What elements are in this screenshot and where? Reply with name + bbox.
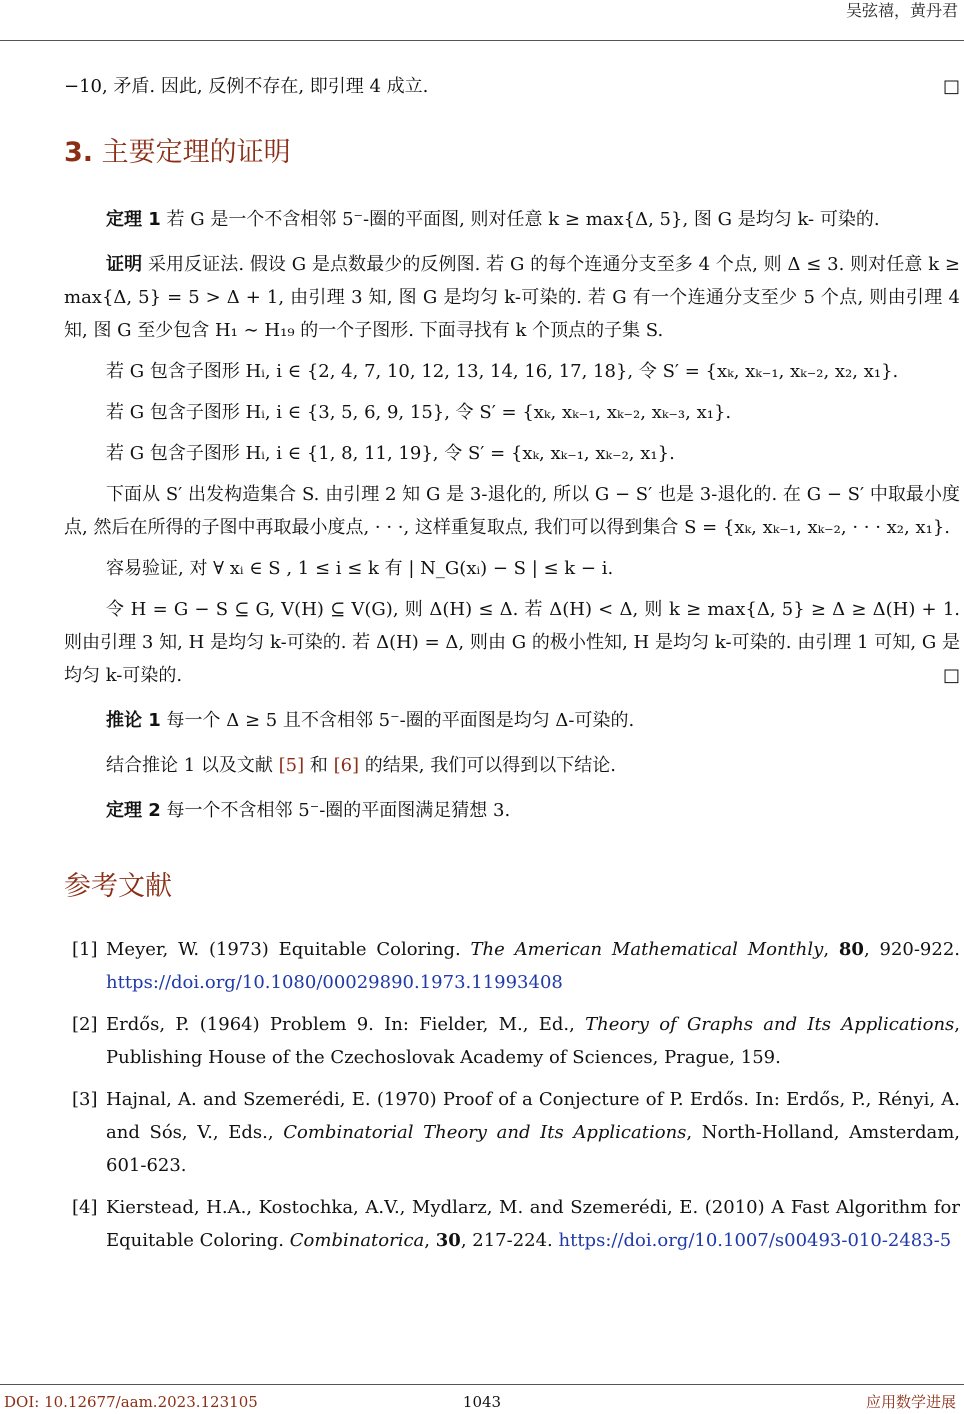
section-heading xyxy=(64,133,960,173)
proof-case-1: 若 G 包含子图形 Hᵢ, i ∈ {2, 4, 7, 10, 12, 13, 14, 16, 17, 18}, 令 S′ = {xₖ, xₖ₋₁, xₖ₋₂, x₂, x₁}. xyxy=(106,361,899,382)
theorem-1-text: 若 G 是一个不含相邻 5⁻-圈的平面图, 则对任意 k ≥ max{Δ, 5}, 图 G 是均匀 k- 可染的. xyxy=(166,209,880,230)
reference-item xyxy=(64,933,960,999)
footer-rule xyxy=(0,1384,964,1385)
proof-paragraph-2: 下面从 S′ 出发构造集合 S. 由引理 2 知 G 是 3-退化的, 所以 G − S′ 也是 3-退化的. 在 G − S′ 中取最小度点, 然后在所得的子图中再取最小度点, · · ·, 这样重复取点, 我们可以得到集合 S = {xₖ, xₖ₋₁, xₖ₋₂, · · · x₂, x₁}. xyxy=(64,484,960,538)
header-rule xyxy=(0,40,964,41)
citation-link-5[interactable]: [5] xyxy=(278,755,305,776)
citation-link-6[interactable]: [6] xyxy=(333,755,360,776)
previous-proof-ending xyxy=(64,70,960,103)
reference-journal: Combinatorica xyxy=(289,1230,425,1251)
section-number: 3. xyxy=(64,137,94,168)
proof-paragraph-1 xyxy=(64,248,960,347)
reference-text: , 217-224. xyxy=(460,1230,559,1251)
reference-item xyxy=(64,1008,960,1074)
section-title: 主要定理的证明 xyxy=(101,137,291,168)
reference-list xyxy=(64,933,960,1257)
proof-label: 证明 xyxy=(106,254,143,275)
proof-paragraph-3: 容易验证, 对 ∀ xᵢ ∈ S , 1 ≤ i ≤ k 有 | N_G(xᵢ) − S | ≤ k − i. xyxy=(106,558,614,579)
qed-symbol-proof: □ xyxy=(942,665,960,686)
reference-volume: 80 xyxy=(838,939,864,960)
reference-text: , North-Holland, Amsterdam, 601-623. xyxy=(106,1122,960,1176)
running-header-authors: 吴弦禧，黄丹君 xyxy=(845,1,958,20)
page-content xyxy=(64,70,960,1257)
footer-doi[interactable]: DOI: 10.12677/aam.2023.123105 xyxy=(4,1393,258,1411)
theorem-2 xyxy=(64,794,960,827)
reference-text: Erdős, P. (1964) Problem 9. In: Fielder, M., Ed., xyxy=(106,1014,586,1035)
reference-number: [1] xyxy=(72,939,98,960)
reference-doi-link[interactable]: https://doi.org/10.1080/00029890.1973.11993408 xyxy=(106,972,563,993)
reference-text: , 920-922. xyxy=(863,939,961,960)
reference-text: , xyxy=(424,1230,436,1251)
reference-journal: The American Mathematical Monthly xyxy=(470,939,824,960)
reference-text: Hajnal, A. and Szemerédi, E. (1970) Proof of a Conjecture of P. Erdős. In: Erdős, P., Rényi, A. and Sós, V., Eds., xyxy=(106,1089,960,1143)
combine-text-pre: 结合推论 1 以及文献 xyxy=(106,755,279,776)
references-heading: 参考文献 xyxy=(64,871,172,902)
proof-case-2: 若 G 包含子图形 Hᵢ, i ∈ {3, 5, 6, 9, 15}, 令 S′ = {xₖ, xₖ₋₁, xₖ₋₂, xₖ₋₃, x₁}. xyxy=(106,402,732,423)
qed-symbol: □ xyxy=(942,76,960,97)
theorem-1 xyxy=(64,203,960,236)
footer-page-number: 1043 xyxy=(462,1393,502,1411)
reference-number: [2] xyxy=(72,1014,98,1035)
reference-text: Meyer, W. (1973) Equitable Coloring. xyxy=(106,939,471,960)
reference-doi-link[interactable]: https://doi.org/10.1007/s00493-010-2483-5 xyxy=(558,1230,952,1251)
footer-journal-name: 应用数学进展 xyxy=(865,1393,956,1411)
reference-item xyxy=(64,1083,960,1182)
theorem-2-text: 每一个不含相邻 5⁻-圈的平面图满足猜想 3. xyxy=(166,800,511,821)
combine-text-mid: 和 xyxy=(304,755,334,776)
combine-text-post: 的结果, 我们可以得到以下结论. xyxy=(359,755,616,776)
reference-number: [4] xyxy=(72,1197,98,1218)
proof-p4-text: 令 H = G − S ⊆ G, V(H) ⊆ V(G), 则 Δ(H) ≤ Δ. 若 Δ(H) < Δ, 则 k ≥ max{Δ, 5} ≥ Δ ≥ Δ(H) + 1. 则由引理 3 知, H 是均匀 k-可染的. 若 Δ(H) = Δ, 则由 G 的极小性知, H 是均匀 k-可染的. 由引理 1 可知, G 是均匀 k-可染的. xyxy=(64,599,960,686)
reference-text: , Publishing House of the Czechoslovak Academy of Sciences, Prague, 159. xyxy=(106,1014,961,1068)
theorem-2-label: 定理 2 xyxy=(106,800,161,821)
proof-case-3: 若 G 包含子图形 Hᵢ, i ∈ {1, 8, 11, 19}, 令 S′ = {xₖ, xₖ₋₁, xₖ₋₂, x₁}. xyxy=(106,443,675,464)
proof-p1-text: 采用反证法. 假设 G 是点数最少的反例图. 若 G 的每个连通分支至多 4 个点, 则 Δ ≤ 3. 则对任意 k ≥ max{Δ, 5} = 5 > Δ + 1, 由引理 3 知, 图 G 是均匀 k-可染的. 若 G 有一个连通分支至少 5 个点, 则由引理 4 知, 图 G 至少包含 H₁ ∼ H₁₉ 的一个子图形. 下面寻找有 k 个顶点的子集 S. xyxy=(64,254,960,341)
corollary-1-label: 推论 1 xyxy=(106,710,161,731)
reference-journal: Combinatorial Theory and Its Applications xyxy=(283,1122,687,1143)
reference-journal: Theory of Graphs and Its Applications xyxy=(585,1014,955,1035)
reference-item xyxy=(64,1191,960,1257)
combine-paragraph xyxy=(64,749,960,782)
proof-paragraph-4 xyxy=(64,593,960,692)
corollary-1 xyxy=(64,704,960,737)
theorem-1-label: 定理 1 xyxy=(106,209,161,230)
fragment-text: −10, 矛盾. 因此, 反例不存在, 即引理 4 成立. xyxy=(64,76,429,97)
corollary-1-text: 每一个 Δ ≥ 5 且不含相邻 5⁻-圈的平面图是均匀 Δ-可染的. xyxy=(166,710,635,731)
reference-text: Kierstead, H.A., Kostochka, A.V., Mydlarz, M. and Szemerédi, E. (2010) A Fast Algorithm for Equitable Coloring. xyxy=(106,1197,960,1251)
reference-number: [3] xyxy=(72,1089,98,1110)
reference-volume: 30 xyxy=(435,1230,461,1251)
reference-text: , xyxy=(823,939,839,960)
